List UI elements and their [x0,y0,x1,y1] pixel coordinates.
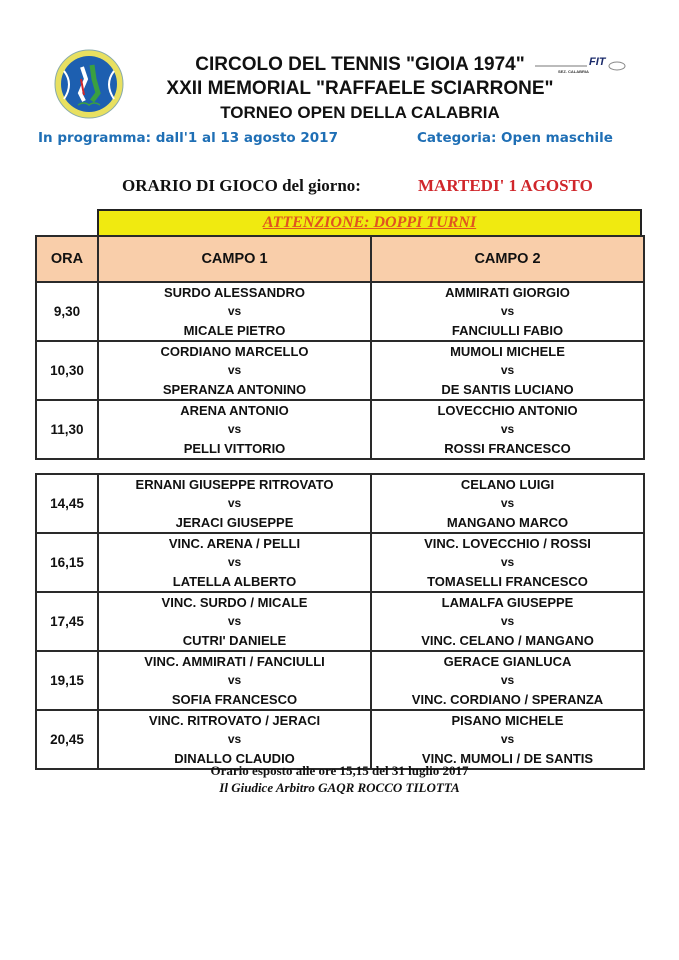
table-row [36,400,644,459]
player-a: CELANO LUIGI [460,477,555,492]
match-campo-1 [98,474,371,533]
player-b: CUTRI' DANIELE [182,633,287,648]
orario-esposto-text: Orario esposto alle ore 15,15 del 31 luglio 2017 [210,763,469,778]
match-campo-1 [98,282,371,341]
player-a: LOVECCHIO ANTONIO [437,403,578,418]
schedule-table-afternoon [35,473,645,770]
match-campo-1 [98,400,371,459]
player-a: ARENA ANTONIO [180,403,289,418]
player-a: VINC. AMMIRATI / FANCIULLI [144,654,325,669]
vs-label: vs [500,304,515,318]
match-time: 14,45 [36,474,98,533]
match-campo-2 [371,651,644,710]
player-a: VINC. ARENA / PELLI [168,536,301,551]
player-a: ERNANI GIUSEPPE RITROVATO [135,477,334,492]
match-time: 17,45 [36,592,98,651]
title-memorial: XXII MEMORIAL "RAFFAELE SCIARRONE" [166,78,554,99]
table-row [36,533,644,592]
vs-label: vs [500,496,515,510]
table-header-row [36,236,644,282]
vs-label: vs [500,732,515,746]
programma-text: In programma: dall'1 al 13 agosto 2017 [38,130,338,146]
notice-banner [97,209,642,235]
match-campo-1 [98,651,371,710]
vs-label: vs [500,555,515,569]
player-b: VINC. MUMOLI / DE SANTIS [421,751,594,766]
vs-label: vs [227,304,242,318]
player-b: FANCIULLI FABIO [451,323,564,338]
vs-label: vs [227,496,242,510]
match-campo-1 [98,592,371,651]
player-b: LATELLA ALBERTO [172,574,297,589]
player-a: VINC. RITROVATO / JERACI [148,713,321,728]
club-logo-icon [54,49,124,119]
player-a: LAMALFA GIUSEPPE [441,595,574,610]
player-a: AMMIRATI GIORGIO [445,285,570,300]
player-a: VINC. SURDO / MICALE [161,595,308,610]
player-b: ROSSI FRANCESCO [444,441,571,456]
schedule-date: MARTEDI' 1 AGOSTO [418,176,593,195]
vs-label: vs [500,673,515,687]
player-b: VINC. CORDIANO / SPERANZA [411,692,604,707]
categoria-text: Categoria: Open maschile [417,130,613,146]
vs-label: vs [227,614,242,628]
giudice-arbitro-text: Il Giudice Arbitro GAQR ROCCO TILOTTA [219,780,460,795]
vs-label: vs [227,422,242,436]
player-a: CORDIANO MARCELLO [160,344,309,359]
player-b: SOFIA FRANCESCO [171,692,298,707]
player-a: PISANO MICHELE [451,713,564,728]
match-campo-2 [371,592,644,651]
header-campo-2: CAMPO 2 [371,236,644,282]
player-b: MANGANO MARCO [446,515,569,530]
match-campo-2 [371,341,644,400]
table-row [36,341,644,400]
match-campo-1 [98,341,371,400]
svg-text:SEZ. CALABRIA: SEZ. CALABRIA [558,69,589,74]
match-time: 11,30 [36,400,98,459]
vs-label: vs [227,673,242,687]
match-time: 16,15 [36,533,98,592]
player-b: MICALE PIETRO [183,323,286,338]
match-campo-1 [98,710,371,769]
player-a: MUMOLI MICHELE [450,344,565,359]
header-ora: ORA [36,236,98,282]
vs-label: vs [227,555,242,569]
player-b: VINC. CELANO / MANGANO [421,633,594,648]
match-campo-2 [371,533,644,592]
title-club: CIRCOLO DEL TENNIS "GIOIA 1974" [195,54,525,75]
schedule-table-morning [35,235,645,460]
vs-label: vs [227,732,242,746]
match-time: 19,15 [36,651,98,710]
table-row [36,474,644,533]
match-campo-2 [371,474,644,533]
svg-text:FIT: FIT [589,56,606,68]
table-row [36,710,644,769]
header-campo-1: CAMPO 1 [98,236,371,282]
match-campo-2 [371,710,644,769]
title-torneo: TORNEO OPEN DELLA CALABRIA [220,103,500,122]
player-b: SPERANZA ANTONINO [162,382,307,397]
player-a: VINC. LOVECCHIO / ROSSI [424,536,591,551]
match-campo-1 [98,533,371,592]
vs-label: vs [500,363,515,377]
vs-label: vs [227,363,242,377]
player-b: TOMASELLI FRANCESCO [427,574,588,589]
notice-text: ATTENZIONE: DOPPI TURNI [262,214,477,231]
player-a: GERACE GIANLUCA [443,654,572,669]
orario-label: ORARIO DI GIOCO del giorno: [122,176,361,195]
player-b: DE SANTIS LUCIANO [441,382,574,397]
match-campo-2 [371,282,644,341]
vs-label: vs [500,614,515,628]
player-a: SURDO ALESSANDRO [163,285,306,300]
table-row [36,592,644,651]
match-campo-2 [371,400,644,459]
table-row [36,282,644,341]
player-b: JERACI GIUSEPPE [175,515,294,530]
match-time: 9,30 [36,282,98,341]
table-row [36,651,644,710]
player-b: PELLI VITTORIO [183,441,286,456]
vs-label: vs [500,422,515,436]
player-b: DINALLO CLAUDIO [174,751,295,766]
match-time: 20,45 [36,710,98,769]
match-time: 10,30 [36,341,98,400]
